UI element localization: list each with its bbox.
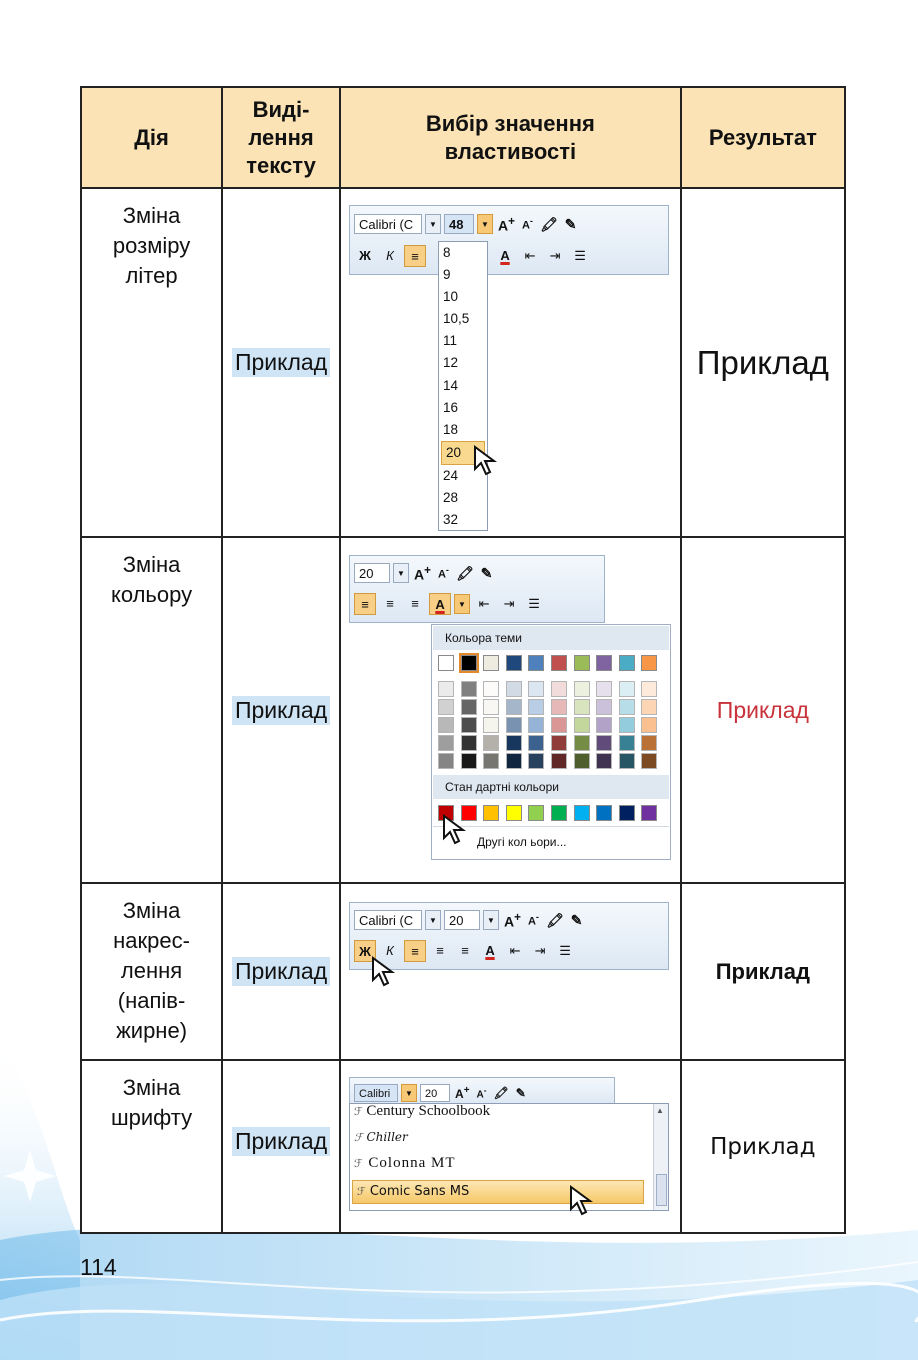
theme-shade-swatch[interactable] <box>506 681 522 697</box>
font-size-box[interactable]: 20 <box>444 910 480 930</box>
italic-button[interactable]: К <box>386 943 394 958</box>
table-row <box>81 188 845 537</box>
action-cell: Зміна кольору <box>81 537 222 883</box>
result-sample-red: Приклад <box>716 696 809 723</box>
result-cell <box>681 188 845 537</box>
theme-shade-swatch[interactable] <box>483 681 499 697</box>
theme-shade-swatch[interactable] <box>551 699 567 715</box>
align-right-button[interactable]: ≡ <box>411 596 419 611</box>
table-row <box>81 537 845 883</box>
ribbon-font-group <box>349 555 605 623</box>
font-size-box[interactable]: 48 <box>444 214 474 234</box>
selected-text-sample: Приклад <box>232 1127 330 1156</box>
theme-shade-swatch[interactable] <box>574 699 590 715</box>
theme-shade-swatch[interactable] <box>438 753 454 769</box>
theme-shade-swatch[interactable] <box>483 735 499 751</box>
mouse-cursor-icon <box>473 445 501 477</box>
theme-shade-swatch[interactable] <box>461 681 477 697</box>
font-name-box[interactable]: Calibri (С <box>354 214 422 234</box>
selection-cell <box>222 883 340 1060</box>
theme-color-swatch[interactable] <box>528 655 544 671</box>
font-name-dropdown[interactable]: ▼ <box>425 214 441 234</box>
standard-colors-label: Стан дартні кольори <box>433 775 669 799</box>
theme-color-swatch[interactable] <box>596 655 612 671</box>
mouse-cursor-icon <box>371 956 399 988</box>
theme-color-swatch[interactable] <box>551 655 567 671</box>
theme-shade-swatch[interactable] <box>506 753 522 769</box>
grow-font-icon[interactable]: A+ <box>414 563 431 583</box>
theme-shade-swatch[interactable] <box>551 681 567 697</box>
mouse-cursor-icon <box>442 814 470 846</box>
scroll-thumb[interactable] <box>656 1174 667 1206</box>
theme-shade-swatch[interactable] <box>619 735 635 751</box>
theme-shade-swatch[interactable] <box>641 717 657 733</box>
theme-shade-swatch[interactable] <box>551 717 567 733</box>
font-color-button[interactable]: A <box>429 593 451 615</box>
indent-icon[interactable]: ⇤ <box>478 596 490 611</box>
ribbon-font-group <box>349 205 669 275</box>
size-option[interactable]: 18 <box>443 421 459 437</box>
italic-button[interactable]: К <box>386 248 394 263</box>
theme-shade-swatch[interactable] <box>574 753 590 769</box>
theme-shade-swatch[interactable] <box>641 735 657 751</box>
theme-shade-swatch[interactable] <box>619 681 635 697</box>
highlight-color-icon[interactable]: 🖍 <box>539 215 558 232</box>
theme-shade-swatch[interactable] <box>596 717 612 733</box>
font-size-dropdown[interactable]: ▼ <box>483 910 499 930</box>
grow-font-icon[interactable]: A+ <box>498 214 515 234</box>
standard-color-swatch[interactable] <box>528 805 544 821</box>
theme-shade-swatch[interactable] <box>574 717 590 733</box>
theme-shade-swatch[interactable] <box>483 717 499 733</box>
value-choice-cell <box>340 537 681 883</box>
size-option[interactable]: 16 <box>443 399 459 415</box>
theme-shade-swatch[interactable] <box>483 699 499 715</box>
theme-shade-swatch[interactable] <box>461 717 477 733</box>
align-center-button[interactable]: ≡ <box>436 943 444 958</box>
font-size-dropdown[interactable]: ▼ <box>477 214 493 234</box>
scroll-up-icon[interactable]: ▲ <box>656 1106 664 1115</box>
align-left-button[interactable]: ≡ <box>354 593 376 615</box>
align-left-button[interactable]: ≡ <box>404 245 426 267</box>
font-option[interactable]: ℱ Chiller <box>354 1130 408 1144</box>
theme-shade-swatch[interactable] <box>461 735 477 751</box>
theme-color-swatch[interactable] <box>461 655 477 671</box>
result-cell <box>681 883 845 1060</box>
theme-shade-swatch[interactable] <box>641 681 657 697</box>
result-sample-large: Приклад <box>696 343 829 381</box>
size-option[interactable]: 12 <box>443 355 459 371</box>
theme-shade-swatch[interactable] <box>596 753 612 769</box>
list-icon[interactable]: ☰ <box>574 248 586 263</box>
size-option[interactable]: 32 <box>443 512 459 528</box>
theme-color-swatch[interactable] <box>506 655 522 671</box>
theme-color-swatch[interactable] <box>574 655 590 671</box>
highlight-color-icon[interactable]: 🖍 <box>493 1086 509 1100</box>
bold-button[interactable]: Ж <box>354 940 376 962</box>
selection-cell <box>222 188 340 537</box>
theme-shade-swatch[interactable] <box>438 735 454 751</box>
theme-shade-swatch[interactable] <box>551 735 567 751</box>
table-row <box>81 883 845 1060</box>
standard-color-swatch[interactable] <box>551 805 567 821</box>
theme-color-swatch[interactable] <box>438 655 454 671</box>
more-colors-item[interactable]: Другі кол ьори... <box>433 826 669 857</box>
action-cell: Зміна розміру літер <box>81 188 222 537</box>
value-choice-cell <box>340 883 681 1060</box>
theme-shade-swatch[interactable] <box>483 753 499 769</box>
font-option[interactable]: ℱ Colonna MT <box>354 1155 456 1171</box>
action-cell: Зміна накрес- лення (напів- жирне) <box>81 883 222 1060</box>
theme-shade-swatch[interactable] <box>438 681 454 697</box>
font-color-button[interactable]: A <box>500 248 510 263</box>
standard-color-swatch[interactable] <box>619 805 635 821</box>
clear-format-icon[interactable]: ✎ <box>480 564 493 581</box>
standard-color-swatch[interactable] <box>574 805 590 821</box>
value-choice-cell <box>340 188 681 537</box>
ribbon-font-group <box>349 1077 615 1105</box>
header-result: Результат <box>681 87 845 188</box>
grow-font-icon[interactable]: A+ <box>455 1085 470 1101</box>
theme-colors-label: Кольора теми <box>433 626 669 650</box>
standard-color-swatch[interactable] <box>483 805 499 821</box>
indent-icon[interactable]: ⇤ <box>509 943 521 958</box>
theme-shade-swatch[interactable] <box>506 717 522 733</box>
shrink-font-icon[interactable]: A- <box>527 912 539 928</box>
table-row <box>81 1060 845 1233</box>
result-cell <box>681 1060 845 1233</box>
selection-cell <box>222 1060 340 1233</box>
theme-shade-swatch[interactable] <box>619 753 635 769</box>
selected-text-sample: Приклад <box>232 348 330 377</box>
bold-button[interactable]: Ж <box>359 248 371 263</box>
size-option[interactable]: 28 <box>443 490 459 506</box>
font-color-dropdown[interactable]: ▼ <box>454 594 470 614</box>
align-right-button[interactable]: ≡ <box>461 943 469 958</box>
scrollbar[interactable] <box>653 1104 668 1210</box>
font-option-selected[interactable]: ℱ Comic Sans MS <box>352 1180 644 1204</box>
properties-table <box>80 86 846 1234</box>
font-size-box[interactable]: 20 <box>420 1084 450 1102</box>
grow-font-icon[interactable]: A+ <box>504 910 521 930</box>
theme-shade-swatch[interactable] <box>506 699 522 715</box>
theme-shade-swatch[interactable] <box>574 735 590 751</box>
size-option-highlighted[interactable]: 20 <box>441 441 485 465</box>
clear-format-icon[interactable]: ✎ <box>570 911 583 928</box>
theme-shade-swatch[interactable] <box>641 753 657 769</box>
highlight-color-icon[interactable]: 🖍 <box>545 911 564 928</box>
header-selection: Виді- лення тексту <box>222 87 340 188</box>
size-option[interactable]: 24 <box>443 467 459 483</box>
theme-shade-swatch[interactable] <box>506 735 522 751</box>
header-action: Дія <box>81 87 222 188</box>
align-center-button[interactable]: ≡ <box>386 596 394 611</box>
result-cell <box>681 537 845 883</box>
page-number: 114 <box>80 1254 117 1280</box>
size-option[interactable]: 14 <box>443 377 459 393</box>
clear-format-icon[interactable]: ✎ <box>564 215 577 232</box>
result-sample-bold: Приклад <box>715 958 810 984</box>
theme-shade-swatch[interactable] <box>461 753 477 769</box>
font-size-box[interactable]: 20 <box>354 563 390 583</box>
list-icon[interactable]: ☰ <box>528 596 540 611</box>
highlight-color-icon[interactable]: 🖍 <box>455 564 474 581</box>
shrink-font-icon[interactable]: A- <box>476 1085 487 1101</box>
theme-shade-swatch[interactable] <box>438 699 454 715</box>
theme-shade-swatch[interactable] <box>528 717 544 733</box>
theme-shade-swatch[interactable] <box>528 753 544 769</box>
theme-shade-swatch[interactable] <box>438 717 454 733</box>
outdent-icon[interactable]: ⇥ <box>549 248 561 263</box>
header-value-choice: Вибір значення властивості <box>340 87 681 188</box>
font-color-button[interactable]: A <box>485 943 495 958</box>
selected-text-sample: Приклад <box>232 696 330 725</box>
size-option[interactable]: 9 <box>443 267 451 283</box>
standard-color-swatch[interactable] <box>596 805 612 821</box>
font-name-dropdown[interactable]: ▼ <box>401 1084 417 1102</box>
outdent-icon[interactable]: ⇥ <box>503 596 515 611</box>
shrink-font-icon[interactable]: A- <box>521 216 533 232</box>
theme-shade-swatch[interactable] <box>528 735 544 751</box>
theme-shade-swatch[interactable] <box>619 699 635 715</box>
theme-shade-swatch[interactable] <box>461 699 477 715</box>
theme-shade-swatch[interactable] <box>551 753 567 769</box>
selection-cell <box>222 537 340 883</box>
font-name-box[interactable]: Calibri (С <box>354 910 422 930</box>
standard-color-swatch[interactable] <box>506 805 522 821</box>
clear-format-icon[interactable]: ✎ <box>515 1086 526 1100</box>
theme-shade-swatch[interactable] <box>641 699 657 715</box>
align-left-button[interactable]: ≡ <box>404 940 426 962</box>
size-option[interactable]: 11 <box>443 333 458 349</box>
font-size-list[interactable] <box>438 241 488 531</box>
result-sample-comic: Приклад <box>710 1133 816 1160</box>
theme-color-swatch[interactable] <box>483 655 499 671</box>
size-option[interactable]: 10,5 <box>443 311 470 327</box>
font-size-dropdown[interactable]: ▼ <box>393 563 409 583</box>
font-name-box[interactable]: Calibri <box>354 1084 398 1102</box>
theme-shade-swatch[interactable] <box>596 735 612 751</box>
standard-color-swatch[interactable] <box>641 805 657 821</box>
size-option[interactable]: 10 <box>443 289 459 305</box>
font-list[interactable] <box>349 1103 669 1211</box>
outdent-icon[interactable]: ⇥ <box>534 943 546 958</box>
theme-color-swatch[interactable] <box>619 655 635 671</box>
theme-shade-swatch[interactable] <box>596 699 612 715</box>
indent-icon[interactable]: ⇤ <box>524 248 536 263</box>
list-icon[interactable]: ☰ <box>559 943 571 958</box>
theme-shade-swatch[interactable] <box>596 681 612 697</box>
theme-color-swatch[interactable] <box>641 655 657 671</box>
mouse-cursor-icon <box>569 1185 597 1217</box>
theme-shade-swatch[interactable] <box>619 717 635 733</box>
theme-shade-swatch[interactable] <box>528 699 544 715</box>
selected-text-sample: Приклад <box>232 957 330 986</box>
value-choice-cell <box>340 1060 681 1233</box>
size-option[interactable]: 8 <box>443 245 451 260</box>
action-cell: Зміна шрифту <box>81 1060 222 1233</box>
font-name-dropdown[interactable]: ▼ <box>425 910 441 930</box>
font-option[interactable]: ℱ Century Schoolbook <box>354 1103 491 1119</box>
shrink-font-icon[interactable]: A- <box>437 565 449 581</box>
theme-shade-swatch[interactable] <box>574 681 590 697</box>
theme-shade-swatch[interactable] <box>528 681 544 697</box>
